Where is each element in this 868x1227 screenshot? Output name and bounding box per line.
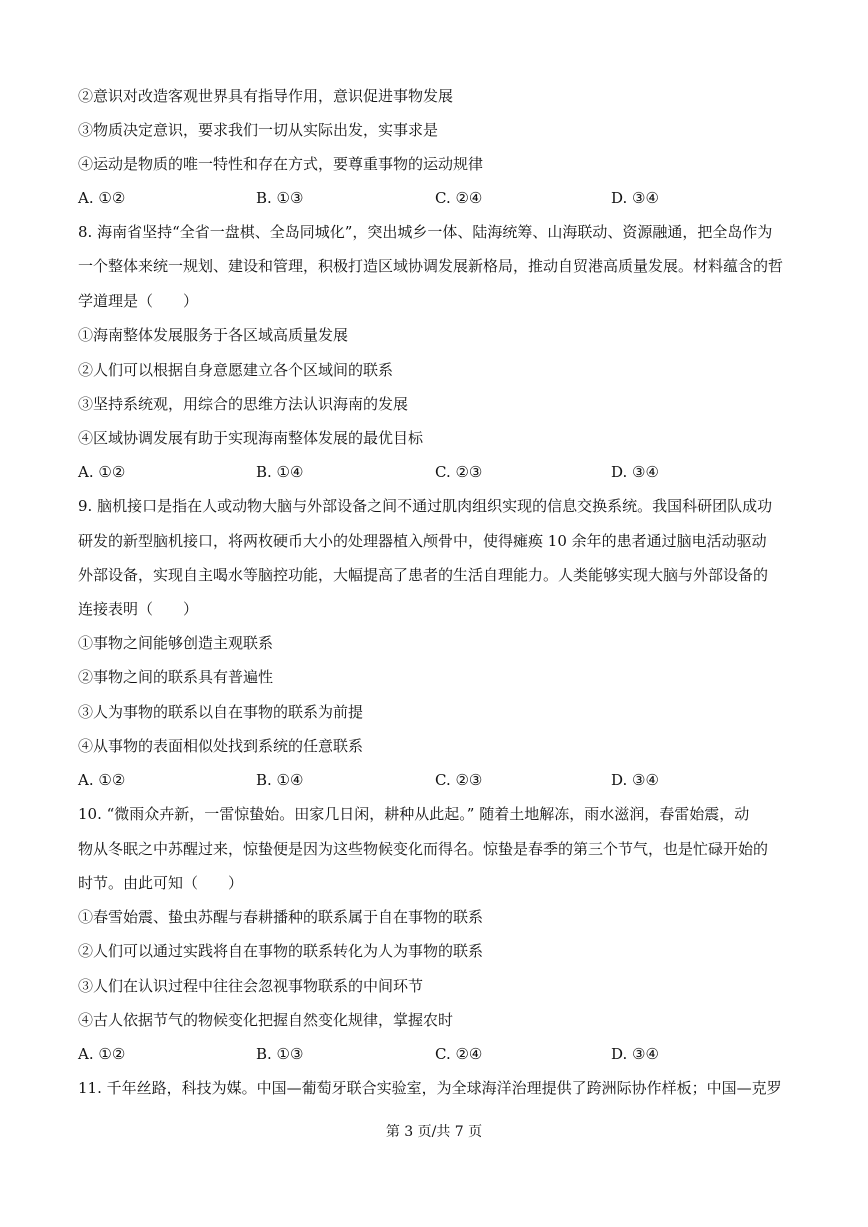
question-11-stem: 11. 千年丝路，科技为媒。中国—葡萄牙联合实验室，为全球海洋治理提供了跨洲际协作样板；中国—克罗 xyxy=(78,1079,782,1097)
option-a: A. ①② xyxy=(78,1045,126,1063)
question-8-stem: 学道理是（ ） xyxy=(78,292,199,310)
text-line: ③人们在认识过程中往往会忽视事物联系的中间环节 xyxy=(78,977,424,995)
text-line: ④古人依据节气的物候变化把握自然变化规律，掌握农时 xyxy=(78,1011,454,1029)
question-10-stem: 时节。由此可知（ ） xyxy=(78,874,244,892)
option-b: B. ①③ xyxy=(256,189,304,207)
text-line: ④运动是物质的唯一特性和存在方式，要尊重事物的运动规律 xyxy=(78,155,484,173)
option-a: A. ①② xyxy=(78,189,126,207)
text-line: ③人为事物的联系以自在事物的联系为前提 xyxy=(78,703,364,721)
option-c: C. ②④ xyxy=(435,1045,483,1063)
text-line: ②人们可以根据自身意愿建立各个区域间的联系 xyxy=(78,361,394,379)
option-c: C. ②③ xyxy=(435,463,483,481)
option-b: B. ①④ xyxy=(256,463,304,481)
text-line: ①事物之间能够创造主观联系 xyxy=(78,634,274,652)
option-d: D. ③④ xyxy=(611,1045,659,1063)
question-9-stem: 研发的新型脑机接口，将两枚硬币大小的处理器植入颅骨中，使得瘫痪 10 余年的患者通过脑电活动驱动 xyxy=(78,532,767,550)
question-9-stem: 连接表明（ ） xyxy=(78,600,199,618)
answer-options xyxy=(78,188,798,208)
option-b: B. ①③ xyxy=(256,1045,304,1063)
text-line: ②人们可以通过实践将自在事物的联系转化为人为事物的联系 xyxy=(78,942,484,960)
text-line: ③物质决定意识，要求我们一切从实际出发，实事求是 xyxy=(78,121,439,139)
option-d: D. ③④ xyxy=(611,463,659,481)
answer-options xyxy=(78,1044,798,1064)
text-line: ④区域协调发展有助于实现海南整体发展的最优目标 xyxy=(78,429,424,447)
option-b: B. ①④ xyxy=(256,771,304,789)
option-c: C. ②③ xyxy=(435,771,483,789)
text-line: ④从事物的表面相似处找到系统的任意联系 xyxy=(78,737,364,755)
question-8-stem: 8. 海南省坚持“全省一盘棋、全岛同城化”，突出城乡一体、陆海统筹、山海联动、资源融通，把全岛作为 xyxy=(78,223,773,241)
question-10-stem: 物从冬眠之中苏醒过来，惊蛰便是因为这些物候变化而得名。惊蛰是春季的第三个节气，也是忙碌开始的 xyxy=(78,840,769,858)
text-line: ①春雪始震、蛰虫苏醒与春耕播种的联系属于自在事物的联系 xyxy=(78,908,484,926)
option-a: A. ①② xyxy=(78,463,126,481)
text-line: ②事物之间的联系具有普遍性 xyxy=(78,668,274,686)
answer-options xyxy=(78,462,798,482)
text-line: ①海南整体发展服务于各区域高质量发展 xyxy=(78,326,349,344)
question-8-stem: 一个整体来统一规划、建设和管理，积极打造区域协调发展新格局，推动自贸港高质量发展。材料蕴含的哲 xyxy=(78,257,784,275)
option-d: D. ③④ xyxy=(611,771,659,789)
option-c: C. ②④ xyxy=(435,189,483,207)
text-line: ③坚持系统观，用综合的思维方法认识海南的发展 xyxy=(78,395,409,413)
option-d: D. ③④ xyxy=(611,189,659,207)
page-footer: 第 3 页/共 7 页 xyxy=(385,1124,483,1140)
question-9-stem: 9. 脑机接口是指在人或动物大脑与外部设备之间不通过肌肉组织实现的信息交换系统。我国科研团队成功 xyxy=(78,497,773,515)
question-10-stem: 10. “微雨众卉新，一雷惊蛰始。田家几日闲，耕种从此起。” 随着土地解冻，雨水滋润，春雷始震，动 xyxy=(78,805,750,823)
option-a: A. ①② xyxy=(78,771,126,789)
answer-options xyxy=(78,770,798,790)
question-9-stem: 外部设备，实现自主喝水等脑控功能，大幅提高了患者的生活自理能力。人类能够实现大脑与外部设备的 xyxy=(78,566,769,584)
text-line: ②意识对改造客观世界具有指导作用，意识促进事物发展 xyxy=(78,87,454,105)
